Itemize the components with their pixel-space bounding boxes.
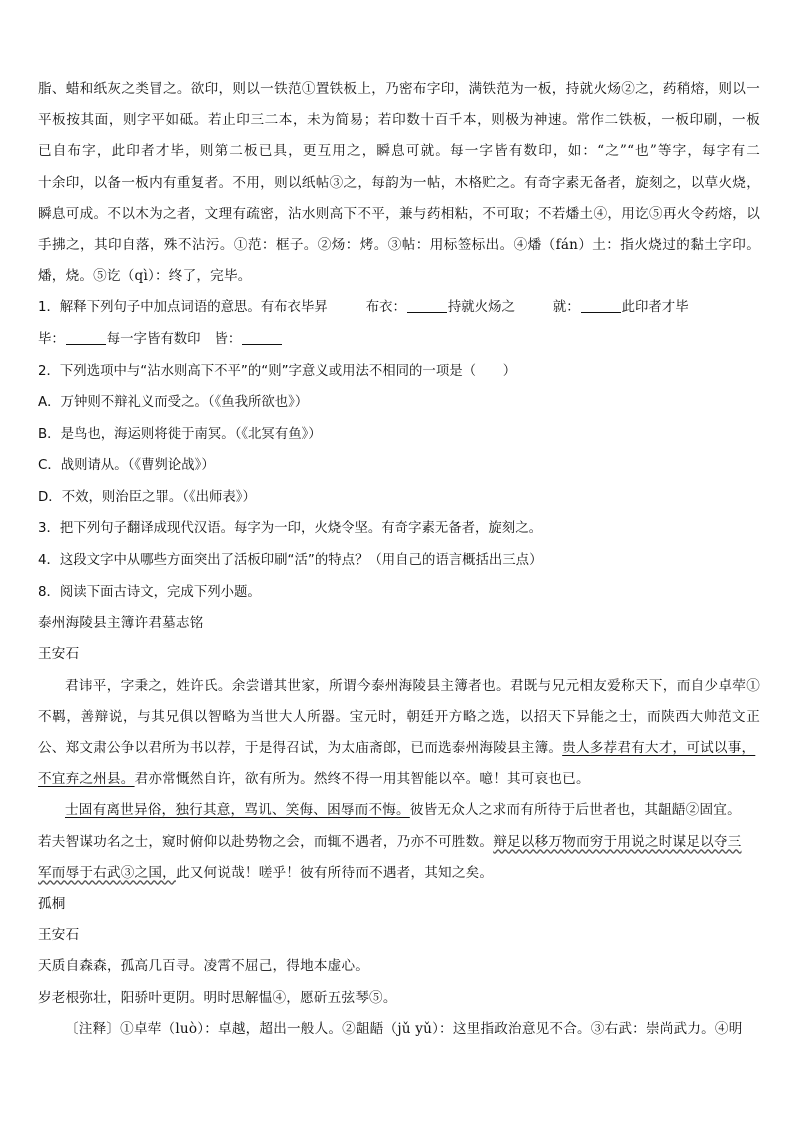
- question-4: 4．这段文字中从哪些方面突出了活板印刷“活”的特点？（用自己的语言概括出三点）: [38, 553, 543, 569]
- text2-segment: 彼皆无众人之求而有所待于后世者也，其龃龉②固宜。: [409, 802, 741, 819]
- question-2-option-d[interactable]: D．不效，则治臣之罪。（《出师表》）: [38, 489, 256, 505]
- question-1-context: 持就火炀之: [447, 300, 515, 316]
- poem-line: 岁老根弥壮，阳骄叶更阴。明时思解愠④，愿斫五弦琴⑤。: [38, 989, 397, 1006]
- text2-paragraph-line: [38, 795, 760, 826]
- question-1-item: 就：: [552, 300, 580, 316]
- notes-line: 〔注释〕①卓荦（luò）：卓越，超出一般人。②龃龉（jǔ yǔ）：这里指政治意见不合。③右武：崇尚武力。④明: [65, 1020, 743, 1037]
- passage-line: 已自布字，此印者才毕，则第二板已具，更互用之，瞬息可就。每一字皆有数印，如：“之”“也”等字，每字有二: [38, 143, 760, 160]
- question-2-option-a[interactable]: A．万钟则不辩礼义而受之。（《鱼我所欲也》）: [38, 395, 309, 411]
- answer-blank[interactable]: [242, 330, 282, 345]
- text2-paragraph-line: [38, 733, 760, 764]
- text2-title: 泰州海陵县主簿许君墓志铭: [38, 615, 204, 632]
- text3-author: 王安石: [38, 927, 80, 944]
- question-1-context: 每一字皆有数印: [106, 331, 201, 347]
- text2-author: 王安石: [38, 646, 80, 663]
- wavy-underlined-sentence: 辩足以移万物而穷于用说之时谋足以夺三: [493, 833, 742, 850]
- question-1-stem: 1．解释下列句子中加点词语的意思。有布衣毕昇: [38, 300, 328, 316]
- text2-segment: 若夫智谋功名之士，窥时俯仰以赴势物之会，而辄不遇者，乃亦不可胜数。: [38, 833, 494, 850]
- question-8: 8．阅读下面古诗文，完成下列小题。: [38, 584, 261, 600]
- question-2-stem: 2．下列选项中与“沾水则高下不平”的“则”字意义或用法不相同的一项是（ ）: [38, 363, 517, 379]
- wavy-underlined-sentence: 军而辱于右武: [38, 864, 121, 881]
- text2-paragraph-line: 君讳平，字秉之，姓许氏。余尝谱其世家，所谓今泰州海陵县主簿者也。君既与兄元相友爱称天下，而自少卓荦①: [65, 677, 760, 694]
- text2-paragraph-line: 不羁，善辩说，与其兄俱以智略为当世大人所器。宝元时，朝廷开方略之选，以招天下异能之士，而陕西大帅范文正: [38, 708, 760, 725]
- passage-line: 手拂之，其印自落，殊不沾污。①范：框子。②炀：烤。③帖：用标签标出。④燔（fán）土：指火烧过的黏土字印。: [38, 236, 760, 253]
- wavy-underlined-sentence: ③之国，: [120, 864, 176, 881]
- question-2-option-c[interactable]: C．战则请从。（《曹刿论战》）: [38, 458, 215, 474]
- answer-blank[interactable]: [581, 298, 621, 313]
- poem-line: 天质自森森，孤高几百寻。凌霄不屈己，得地本虚心。: [38, 958, 370, 975]
- underlined-sentence: 不宜弃之州县。: [38, 771, 135, 788]
- underlined-sentence: 贵人多荐君有大才，可试以事，: [562, 740, 756, 756]
- answer-blank[interactable]: [407, 298, 447, 313]
- passage-line: 燔，烧。⑤讫（qì）：终了，完毕。: [38, 268, 252, 285]
- question-2-option-b[interactable]: B．是鸟也，海运则将徙于南冥。（《北冥有鱼》）: [38, 426, 322, 442]
- passage-line: 平板按其面，则字平如砥。若止印三二本，未为简易；若印数十百千本，则极为神速。常作二铁板，一板印刷，一板: [38, 112, 760, 129]
- text2-segment: 此又何说哉！嗟乎！彼有所待而不遇者，其知之矣。: [175, 864, 494, 881]
- text2-segment: 君亦常慨然自许，欲有所为。然终不得一用其智能以卒。噫！其可哀也已。: [134, 771, 590, 788]
- question-1-line-2: [38, 324, 760, 356]
- question-1-item: 布衣：: [365, 300, 406, 316]
- text2-paragraph-line: [38, 827, 760, 858]
- text2-paragraph-line: [38, 764, 760, 795]
- passage-line: 瞬息可成。不以木为之者，文理有疏密，沾水则高下不平，兼与药相粘，不可取；不若燔土④，用讫⑤再火令药熔，以: [38, 205, 760, 222]
- question-1-line-1: [38, 292, 760, 324]
- passage-line: 十余印，以备一板内有重复者。不用，则以纸帖③之，每韵为一帖，木格贮之。有奇字素无备者，旋刻之，以草火烧，: [38, 174, 760, 191]
- question-1-item: 毕：: [38, 331, 65, 347]
- text3-title: 孤桐: [38, 895, 66, 912]
- text2-segment: 公、郑文肃公争以君所为书以荐，于是得召试，为太庙斋郎，已而选泰州海陵县主簿。: [38, 740, 563, 756]
- answer-blank[interactable]: [66, 330, 106, 345]
- underlined-sentence: 士固有离世异俗，独行其意，骂讥、笑侮、困辱而不悔。: [65, 802, 410, 819]
- question-1-context: 此印者才毕: [621, 300, 689, 316]
- text2-paragraph-line: [38, 858, 760, 889]
- question-3: 3．把下列句子翻译成现代汉语。每字为一印，火烧令坚。有奇字素无备者，旋刻之。: [38, 521, 542, 537]
- passage-body: [38, 74, 760, 292]
- document-page: [38, 74, 760, 1045]
- question-1-item: 皆：: [214, 331, 242, 347]
- passage-line: 脂、蜡和纸灰之类冒之。欲印，则以一铁范①置铁板上，乃密布字印，满铁范为一板，持就火炀②之，药稍熔，则以一: [38, 81, 760, 97]
